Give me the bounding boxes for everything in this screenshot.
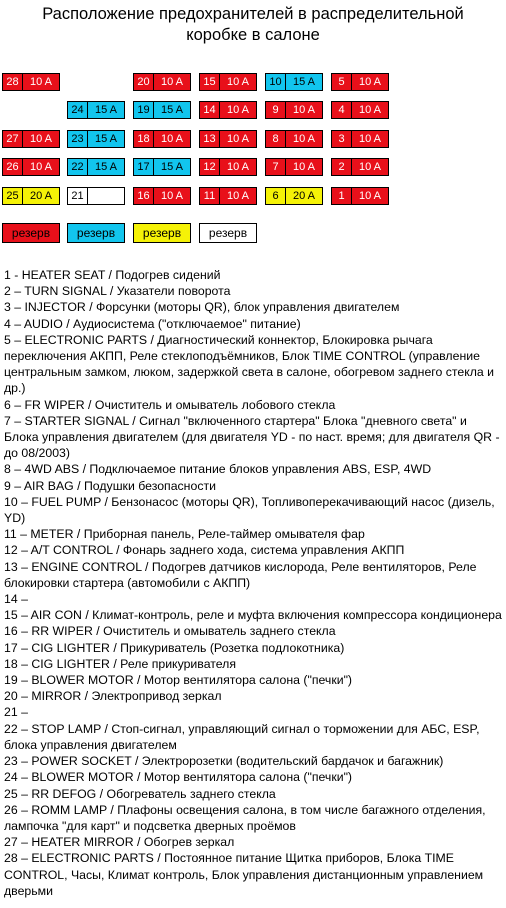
fuse-amperage: 10 A bbox=[358, 76, 382, 88]
fuse-20 bbox=[133, 73, 191, 91]
fuse-description-list bbox=[4, 267, 504, 899]
fuse-number: 15 bbox=[200, 74, 220, 90]
fuse-number: 16 bbox=[134, 188, 154, 204]
fuse-description-item: 16 – RR WIPER / Очиститель и омыватель заднего стекла bbox=[4, 624, 336, 639]
fuse-amperage bbox=[88, 188, 124, 204]
fuse-description-item: 24 – BLOWER MOTOR / Мотор вентилятора салона ("печки") bbox=[4, 770, 353, 785]
fuse-amperage: 15 A bbox=[94, 161, 118, 173]
fuse-amperage: 10 A bbox=[29, 161, 53, 173]
fuse-number: 26 bbox=[3, 159, 23, 175]
fuse-description-item: 4 – AUDIO / Аудиосистема ("отключаемое" питание) bbox=[4, 316, 301, 331]
fuse-1 bbox=[331, 187, 389, 205]
fuse-amperage: 10 A bbox=[160, 133, 184, 145]
fuse-amperage: 15 A bbox=[160, 161, 184, 173]
fuse-amperage: 10 A bbox=[292, 161, 316, 173]
title-line-1: Расположение предохранителей в распределительной bbox=[42, 5, 464, 23]
fuse-number: 1 bbox=[332, 188, 352, 204]
fuse-12 bbox=[199, 158, 257, 176]
fuse-description-item: 12 – A/T CONTROL / Фонарь заднего хода, система управления АКПП bbox=[4, 543, 405, 558]
fuse-number: 24 bbox=[68, 102, 88, 118]
fuse-number: 6 bbox=[266, 188, 286, 204]
fuse-number: 23 bbox=[68, 131, 88, 147]
fuse-description-item: 5 – ELECTRONIC PARTS / Диагностический коннектор, Блокировка рычага переключения АКПП, Реле стеклоподъёмников, Блок TIME CONTROL (управление центральным замком, люком, задержкой света в салоне, обогревом заднего стекла и др.) bbox=[4, 332, 495, 396]
fuse-number: 4 bbox=[332, 102, 352, 118]
fuse-28 bbox=[2, 73, 60, 91]
fuse-17 bbox=[133, 158, 191, 176]
fuse-amperage: 20 A bbox=[292, 190, 316, 202]
fuse-description-item: 22 – STOP LAMP / Стоп-сигнал, управляющий сигнал о торможении для АБС, ESP, блока управления двигателем bbox=[4, 721, 480, 752]
fuse-amperage: 10 A bbox=[160, 190, 184, 202]
fuse-description-item: 28 – ELECTRONIC PARTS / Постоянное питание Щитка приборов, Блока TIME CONTROL, Часы, Климат контроль, Блок управления дистанционным управлением дверьми bbox=[4, 851, 484, 898]
fuse-amperage: 10 A bbox=[292, 104, 316, 116]
fuse-amperage: 10 A bbox=[358, 133, 382, 145]
fuse-number: 7 bbox=[266, 159, 286, 175]
fuse-description-item: 8 – 4WD ABS / Подключаемое питание блоков управления ABS, ESP, 4WD bbox=[4, 462, 432, 477]
fuse-description-item: 19 – BLOWER MOTOR / Мотор вентилятора салона ("печки") bbox=[4, 673, 353, 688]
fuse-description-item: 7 – STARTER SIGNAL / Сигнал "включенного стартера" Блока "дневного света" и Блока управления двигателем (для двигателя YD - по наст. время; для двигателя QR - до 08/2003) bbox=[4, 413, 500, 461]
fuse-25 bbox=[2, 187, 60, 205]
fuse-number: 5 bbox=[332, 74, 352, 90]
fuse-number: 27 bbox=[3, 131, 23, 147]
fuse-number: 21 bbox=[68, 188, 88, 204]
fuse-7 bbox=[265, 158, 323, 176]
fuse-description-item: 3 – INJECTOR / Форсунки (моторы QR), блок управления двигателем bbox=[4, 300, 400, 315]
fuse-amperage: 10 A bbox=[358, 161, 382, 173]
fuse-description-item: 13 – ENGINE CONTROL / Подогрев датчиков кислорода, Реле вентиляторов, Реле блокировки стартера (автомобили с АКПП) bbox=[4, 559, 477, 590]
fuse-3 bbox=[331, 130, 389, 148]
fuse-amperage: 15 A bbox=[160, 104, 184, 116]
fuse-amperage: 10 A bbox=[226, 190, 250, 202]
spare-white: резерв bbox=[199, 223, 257, 243]
fuse-amperage: 10 A bbox=[29, 76, 53, 88]
fuse-24 bbox=[67, 101, 125, 119]
fuse-5 bbox=[331, 73, 389, 91]
fuse-amperage: 10 A bbox=[292, 133, 316, 145]
fuse-amperage: 15 A bbox=[94, 133, 118, 145]
fuse-amperage: 10 A bbox=[358, 104, 382, 116]
fuse-number: 8 bbox=[266, 131, 286, 147]
fuse-box-diagram bbox=[0, 0, 506, 250]
fuse-number: 25 bbox=[3, 188, 23, 204]
fuse-description-item: 9 – AIR BAG / Подушки безопасности bbox=[4, 478, 216, 493]
fuse-14 bbox=[199, 101, 257, 119]
fuse-4 bbox=[331, 101, 389, 119]
fuse-19 bbox=[133, 101, 191, 119]
fuse-number: 10 bbox=[266, 74, 286, 90]
fuse-amperage: 10 A bbox=[29, 133, 53, 145]
fuse-number: 22 bbox=[68, 159, 88, 175]
fuse-number: 28 bbox=[3, 74, 23, 90]
fuse-11 bbox=[199, 187, 257, 205]
fuse-description-item: 21 – bbox=[4, 705, 28, 720]
fuse-description-item: 17 – CIG LIGHTER / Прикуриватель (Розетка подлокотника) bbox=[4, 640, 345, 655]
fuse-amperage: 10 A bbox=[226, 76, 250, 88]
fuse-26 bbox=[2, 158, 60, 176]
fuse-number: 3 bbox=[332, 131, 352, 147]
fuse-amperage: 10 A bbox=[226, 104, 250, 116]
fuse-description-item: 6 – FR WIPER / Очиститель и омыватель лобового стекла bbox=[4, 397, 336, 412]
fuse-description-item: 27 – HEATER MIRROR / Обогрев зеркал bbox=[4, 835, 235, 850]
fuse-number: 12 bbox=[200, 159, 220, 175]
fuse-23 bbox=[67, 130, 125, 148]
fuse-21 bbox=[67, 187, 125, 205]
fuse-13 bbox=[199, 130, 257, 148]
fuse-number: 9 bbox=[266, 102, 286, 118]
fuse-15 bbox=[199, 73, 257, 91]
fuse-number: 11 bbox=[200, 188, 220, 204]
fuse-description-item: 20 – MIRROR / Электропривод зеркал bbox=[4, 689, 222, 704]
fuse-description-item: 1 - HEATER SEAT / Подогрев сидений bbox=[4, 268, 221, 282]
fuse-description-item: 18 – CIG LIGHTER / Реле прикуривателя bbox=[4, 656, 237, 671]
fuse-description-item: 2 – TURN SIGNAL / Указатели поворота bbox=[4, 284, 231, 299]
fuse-amperage: 10 A bbox=[160, 76, 184, 88]
fuse-amperage: 10 A bbox=[226, 133, 250, 145]
fuse-number: 13 bbox=[200, 131, 220, 147]
fuse-number: 18 bbox=[134, 131, 154, 147]
fuse-amperage: 15 A bbox=[94, 104, 118, 116]
fuse-description-item: 26 – ROMM LAMP / Плафоны освещения салона, в том числе багажного отделения, лампочка "для карт" и подсветка дверных проёмов bbox=[4, 802, 486, 833]
fuse-description-item: 15 – AIR CON / Климат-контроль, реле и муфта включения компрессора кондиционера bbox=[4, 608, 502, 623]
fuse-description-item: 14 – bbox=[4, 592, 28, 607]
fuse-number: 14 bbox=[200, 102, 220, 118]
fuse-2 bbox=[331, 158, 389, 176]
fuse-18 bbox=[133, 130, 191, 148]
fuse-number: 2 bbox=[332, 159, 352, 175]
fuse-number: 19 bbox=[134, 102, 154, 118]
fuse-amperage: 10 A bbox=[358, 190, 382, 202]
fuse-amperage: 10 A bbox=[226, 161, 250, 173]
fuse-description-item: 11 – METER / Приборная панель, Реле-таймер омывателя фар bbox=[4, 527, 365, 542]
fuse-number: 20 bbox=[134, 74, 154, 90]
spare-blue: резерв bbox=[67, 223, 125, 243]
fuse-22 bbox=[67, 158, 125, 176]
fuse-description-item: 25 – RR DEFOG / Обогреватель заднего стекла bbox=[4, 786, 276, 801]
fuse-9 bbox=[265, 101, 323, 119]
spare-yellow: резерв bbox=[133, 223, 191, 243]
fuse-number: 17 bbox=[134, 159, 154, 175]
fuse-16 bbox=[133, 187, 191, 205]
fuse-6 bbox=[265, 187, 323, 205]
fuse-amperage: 20 A bbox=[29, 190, 53, 202]
fuse-10 bbox=[265, 73, 323, 91]
title-line-2: коробке в салоне bbox=[186, 26, 320, 44]
fuse-description-item: 23 – POWER SOCKET / Электророзетки (водительский бардачок и багажник) bbox=[4, 754, 444, 769]
fuse-27 bbox=[2, 130, 60, 148]
fuse-8 bbox=[265, 130, 323, 148]
fuse-description-item: 10 – FUEL PUMP / Бензонасос (моторы QR), Топливоперекачивающий насос (дизель, YD) bbox=[4, 494, 495, 526]
fuse-amperage: 15 A bbox=[292, 76, 316, 88]
spare-red: резерв bbox=[2, 223, 60, 243]
